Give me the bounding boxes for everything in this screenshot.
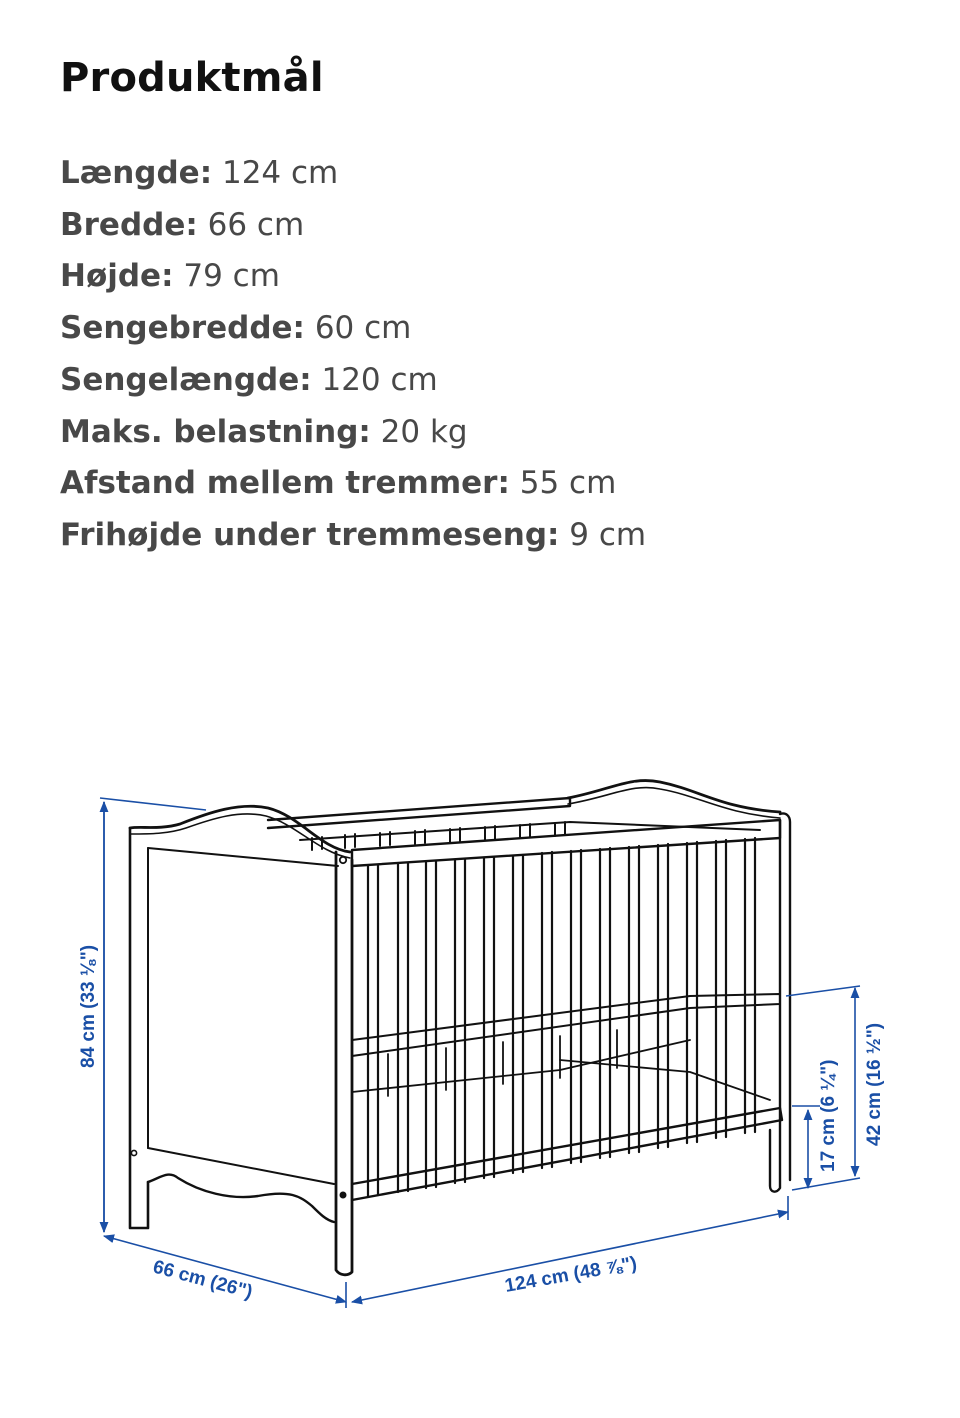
spec-label: Frihøjde under tremmeseng: (60, 516, 560, 553)
spec-value: 66 cm (207, 206, 305, 243)
spec-value: 120 cm (321, 361, 438, 398)
spec-row-clearance (60, 510, 646, 562)
spec-label: Maks. belastning: (60, 413, 371, 450)
spec-value: 60 cm (314, 310, 412, 347)
spec-row-bed-length (60, 355, 646, 407)
base-clearance-dimension-label: 17 cm (6 ¼") (818, 1059, 839, 1172)
spec-label: Sengelængde: (60, 361, 312, 398)
spec-value: 20 kg (380, 413, 468, 450)
length-dimension-label: 124 cm (48 ⅞") (503, 1253, 639, 1297)
width-dimension-label: 66 cm (26") (150, 1256, 255, 1304)
height-dimension-label: 84 cm (33 ⅛") (78, 944, 99, 1068)
page-title: Produktmål (60, 55, 324, 101)
spec-value: 79 cm (183, 258, 280, 295)
spec-row-length (60, 148, 646, 200)
spec-label: Afstand mellem tremmer: (60, 465, 510, 502)
spec-value: 124 cm (221, 155, 339, 191)
spec-label: Højde: (60, 258, 174, 295)
spec-row-bed-width (60, 303, 646, 355)
spec-row-slat-distance (60, 458, 646, 510)
spec-label: Bredde: (60, 206, 198, 243)
spec-row-height (60, 251, 646, 303)
spec-label: Længde: (60, 155, 213, 191)
spec-value: 55 cm (519, 465, 617, 502)
crib-illustration (130, 781, 790, 1275)
spec-row-max-load (60, 407, 646, 459)
spec-label: Sengebredde: (60, 310, 305, 347)
dimension-spec-list (60, 148, 646, 562)
crib-dimension-diagram (0, 740, 960, 1360)
spec-value: 9 cm (569, 516, 647, 553)
spec-row-width (60, 200, 646, 252)
mattress-height-dimension-label: 42 cm (16 ½") (864, 1022, 885, 1146)
